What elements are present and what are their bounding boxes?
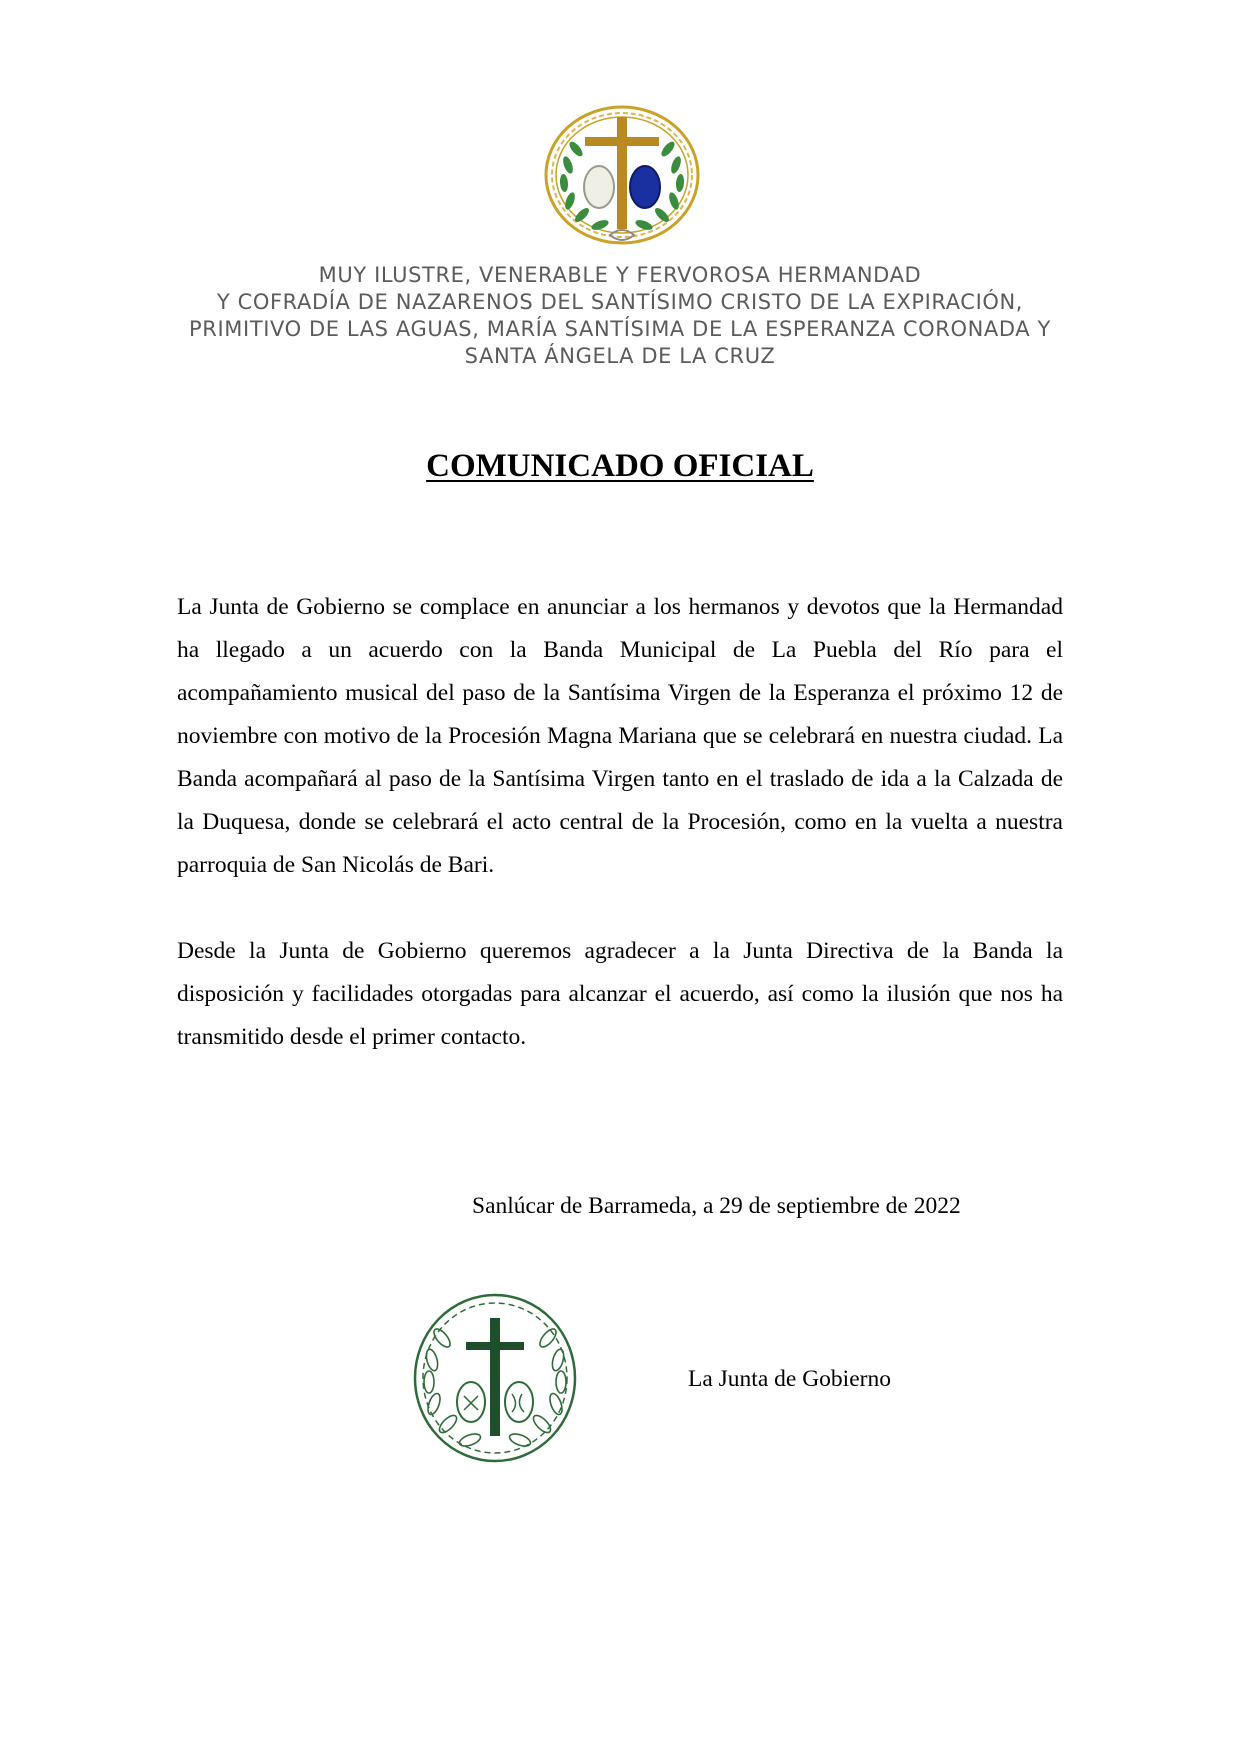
body-paragraph: Desde la Junta de Gobierno queremos agradecer a la Junta Directiva de la Banda la disposición y facilidades otorgadas para alcanzar el acuerdo, así como la ilusión que nos ha transmitido desde el primer contacto. (177, 938, 1063, 1050)
signature: La Junta de Gobierno (688, 1366, 891, 1392)
date-line: Sanlúcar de Barrameda, a 29 de septiembre de 2022 (472, 1193, 961, 1219)
document-title: COMUNICADO OFICIAL (426, 448, 814, 484)
seal-stamp-icon (410, 1290, 580, 1466)
body-paragraph: La Junta de Gobierno se complace en anunciar a los hermanos y devotos que la Hermandad ha llegado a un acuerdo con la Banda Municipal de La Puebla del Río para el acompañamiento musical del paso de la Santísima Virgen de la Esperanza el próximo 12 de noviembre con motivo de la Procesión Magna Mariana que se celebrará en nuestra ciudad. La Banda acompañará al paso de la Santísima Virgen tanto en el traslado de ida a la Calzada de la Duquesa, donde se celebrará el acto central de la Procesión, como en la vuelta a nuestra parroquia de San Nicolás de Bari. (177, 594, 1063, 878)
brotherhood-name-line: SANTA ÁNGELA DE LA CRUZ (464, 344, 776, 368)
brotherhood-name (140, 262, 1100, 370)
brotherhood-name-line: PRIMITIVO DE LAS AGUAS, MARÍA SANTÍSIMA DE LA ESPERANZA CORONADA Y (189, 317, 1051, 341)
brotherhood-crest-icon (540, 103, 704, 253)
brotherhood-name-line: Y COFRADÍA DE NAZARENOS DEL SANTÍSIMO CRISTO DE LA EXPIRACIÓN, (216, 290, 1024, 314)
brotherhood-name-line: MUY ILUSTRE, VENERABLE Y FERVOROSA HERMANDAD (318, 263, 922, 287)
